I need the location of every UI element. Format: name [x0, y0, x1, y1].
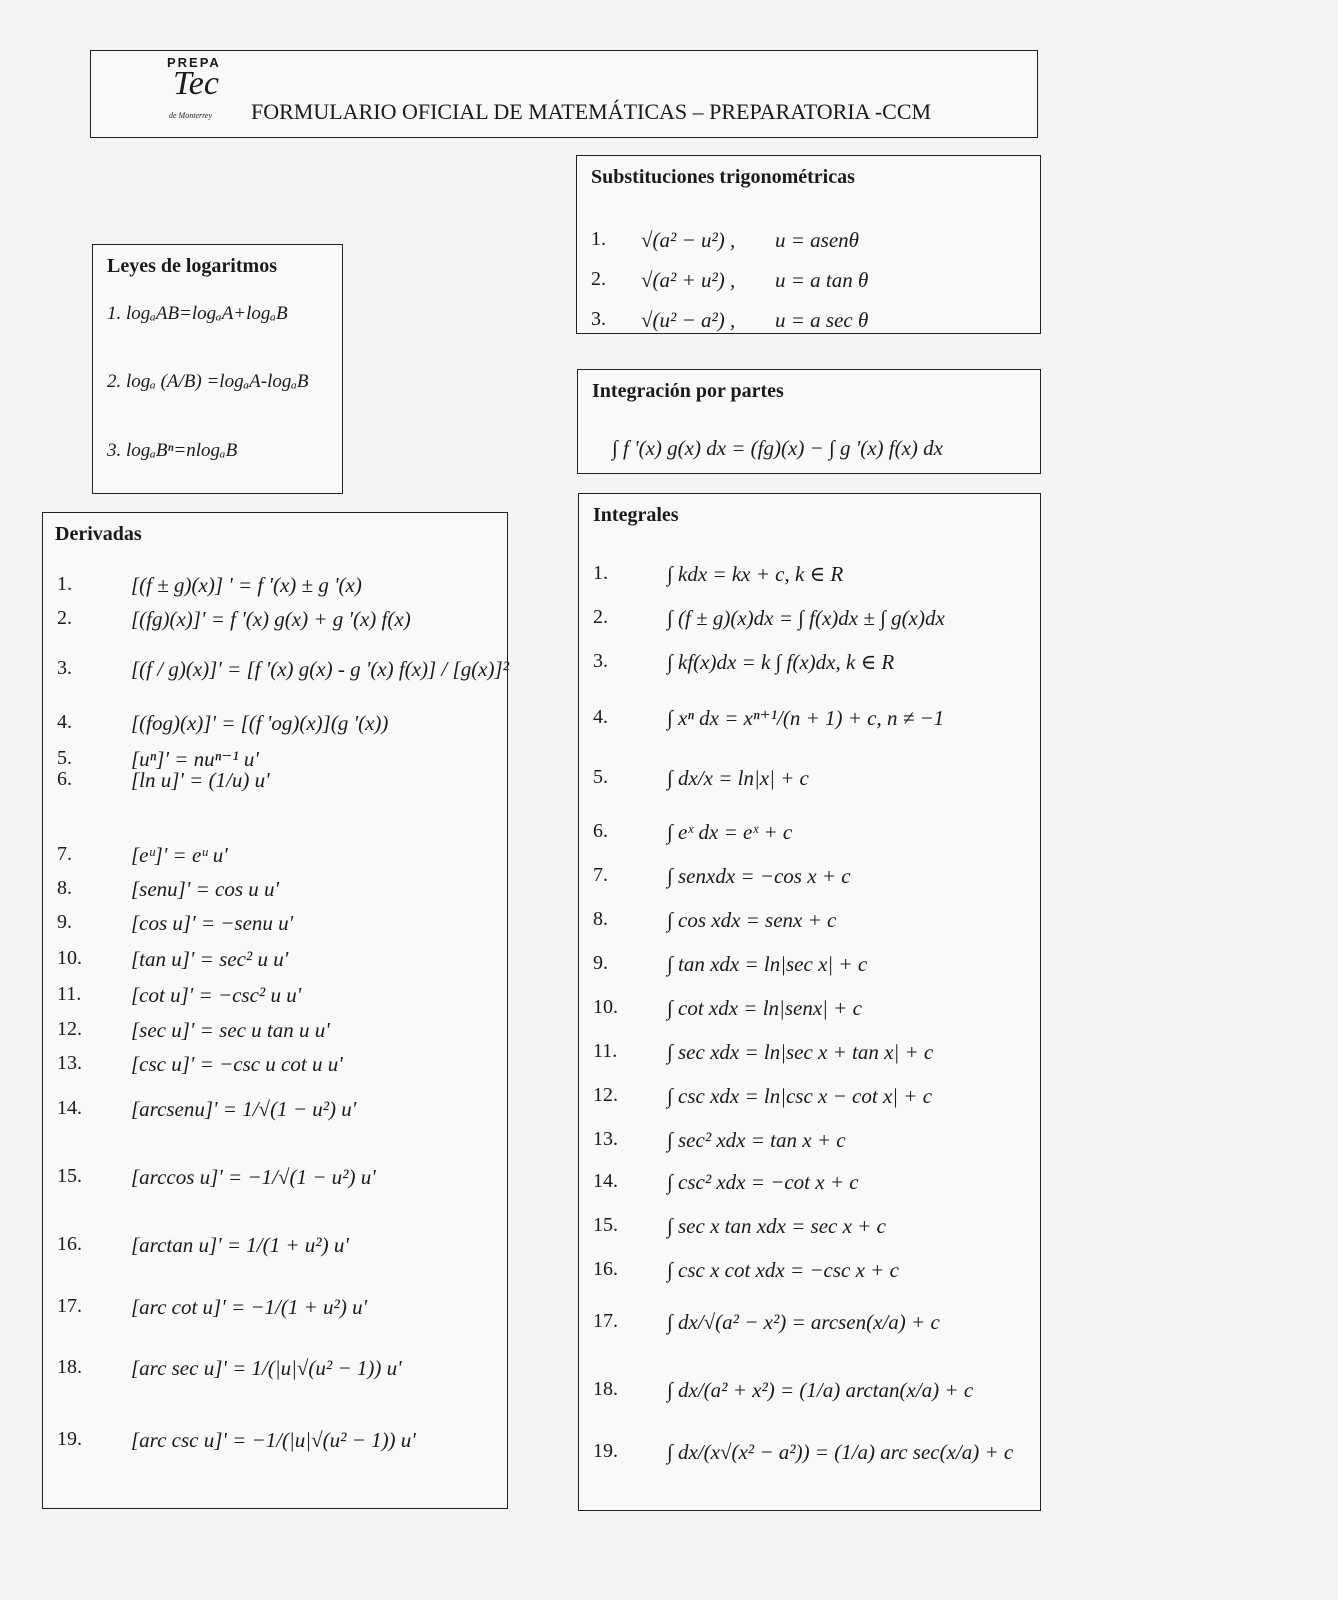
integral-formula: ∫ dx/(a² + x²) = (1/a) arctan(x/a) + c — [667, 1378, 974, 1402]
integral-number: 1. — [593, 562, 608, 584]
integral-number: 17. — [593, 1310, 618, 1332]
integrales-title: Integrales — [593, 504, 679, 526]
sustitucion-sub: u = a tan θ — [775, 268, 869, 292]
derivada-formula: [arcsenu]' = 1/√(1 − u²) u' — [131, 1097, 357, 1121]
integral-number: 15. — [593, 1214, 618, 1236]
partes-box — [577, 369, 1041, 474]
derivada-number: 4. — [57, 711, 72, 733]
logaritmos-box — [92, 244, 343, 494]
derivada-number: 18. — [57, 1356, 82, 1378]
integral-number: 4. — [593, 706, 608, 728]
derivada-formula: [ln u]' = (1/u) u' — [131, 768, 270, 792]
sustitucion-sub: u = asenθ — [775, 228, 859, 252]
integral-formula: ∫ senxdx = −cos x + c — [667, 864, 851, 888]
integral-number: 9. — [593, 952, 608, 974]
log-law-3: 3. logₐBⁿ=nlogₐB — [107, 440, 238, 461]
integral-formula: ∫ dx/(x√(x² − a²)) = (1/a) arc sec(x/a) + c — [667, 1440, 1014, 1464]
integral-number: 10. — [593, 996, 618, 1018]
derivadas-box — [42, 512, 508, 1509]
integral-number: 18. — [593, 1378, 618, 1400]
integral-number: 12. — [593, 1084, 618, 1106]
integral-formula: ∫ (f ± g)(x)dx = ∫ f(x)dx ± ∫ g(x)dx — [667, 606, 945, 630]
derivada-number: 7. — [57, 843, 72, 865]
derivada-number: 3. — [57, 657, 72, 679]
derivada-number: 5. — [57, 747, 72, 769]
integral-formula: ∫ dx/x = ln|x| + c — [667, 766, 809, 790]
sustitucion-expr: √(u² − a²) , — [641, 308, 736, 332]
integral-number: 3. — [593, 650, 608, 672]
derivada-formula: [arc sec u]' = 1/(|u|√(u² − 1)) u' — [131, 1356, 402, 1380]
derivada-formula: [arctan u]' = 1/(1 + u²) u' — [131, 1233, 349, 1257]
derivada-formula: [eᵘ]' = eᵘ u' — [131, 843, 228, 867]
integral-formula: ∫ csc xdx = ln|csc x − cot x| + c — [667, 1084, 933, 1108]
derivada-formula: [uⁿ]' = nuⁿ⁻¹ u' — [131, 747, 259, 771]
integral-number: 16. — [593, 1258, 618, 1280]
logaritmos-title: Leyes de logaritmos — [107, 255, 277, 277]
derivada-number: 8. — [57, 877, 72, 899]
derivada-formula: [cos u]' = −senu u' — [131, 911, 294, 935]
derivada-formula: [tan u]' = sec² u u' — [131, 947, 289, 971]
integral-formula: ∫ sec x tan xdx = sec x + c — [667, 1214, 886, 1238]
integral-formula: ∫ xⁿ dx = xⁿ⁺¹/(n + 1) + c, n ≠ −1 — [667, 706, 945, 730]
derivadas-title: Derivadas — [55, 523, 142, 545]
integral-formula: ∫ cot xdx = ln|senx| + c — [667, 996, 862, 1020]
derivada-number: 13. — [57, 1052, 82, 1074]
integral-number: 6. — [593, 820, 608, 842]
sustitucion-expr: √(a² − u²) , — [641, 228, 736, 252]
log-law-1: 1. logₐAB=logₐA+logₐB — [107, 303, 288, 324]
log-law-2: 2. logₐ (A/B) =logₐA-logₐB — [107, 371, 309, 392]
integral-number: 7. — [593, 864, 608, 886]
integral-formula: ∫ dx/√(a² − x²) = arcsen(x/a) + c — [667, 1310, 940, 1334]
sustitucion-sub: u = a sec θ — [775, 308, 869, 332]
derivada-formula: [(fg)(x)]' = f '(x) g(x) + g '(x) f(x) — [131, 607, 411, 631]
sustitucion-n: 3. — [591, 308, 606, 330]
derivada-number: 9. — [57, 911, 72, 933]
derivada-number: 1. — [57, 573, 72, 595]
logo-tec: Tec — [173, 65, 219, 102]
derivada-formula: [(fog)(x)]' = [(f 'og)(x)](g '(x)) — [131, 711, 389, 735]
derivada-formula: [csc u]' = −csc u cot u u' — [131, 1052, 343, 1076]
integral-formula: ∫ tan xdx = ln|sec x| + c — [667, 952, 868, 976]
derivada-number: 11. — [57, 983, 82, 1005]
integral-number: 2. — [593, 606, 608, 628]
sustitucion-n: 1. — [591, 228, 606, 250]
integral-formula: ∫ csc² xdx = −cot x + c — [667, 1170, 859, 1194]
integral-formula: ∫ sec xdx = ln|sec x + tan x| + c — [667, 1040, 934, 1064]
derivada-number: 12. — [57, 1018, 82, 1040]
logo-sub: de Monterrey — [169, 111, 213, 120]
integrales-box — [578, 493, 1041, 1511]
integral-formula: ∫ kf(x)dx = k ∫ f(x)dx, k ∈ R — [667, 650, 895, 674]
integral-formula: ∫ sec² xdx = tan x + c — [667, 1128, 846, 1152]
sustitucion-expr: √(a² + u²) , — [641, 268, 736, 292]
derivada-formula: [arc csc u]' = −1/(|u|√(u² − 1)) u' — [131, 1428, 416, 1452]
derivada-number: 14. — [57, 1097, 82, 1119]
derivada-number: 6. — [57, 768, 72, 790]
derivada-number: 16. — [57, 1233, 82, 1255]
derivada-formula: [arc cot u]' = −1/(1 + u²) u' — [131, 1295, 368, 1319]
sustituciones-box — [576, 155, 1041, 334]
partes-formula: ∫ f '(x) g(x) dx = (fg)(x) − ∫ g '(x) f(x) dx — [612, 436, 943, 460]
derivada-formula: [arccos u]' = −1/√(1 − u²) u' — [131, 1165, 376, 1189]
integral-number: 11. — [593, 1040, 618, 1062]
partes-title: Integración por partes — [592, 380, 784, 402]
sustituciones-title: Substituciones trigonométricas — [591, 166, 855, 188]
derivada-number: 15. — [57, 1165, 82, 1187]
derivada-formula: [(f / g)(x)]' = [f '(x) g(x) - g '(x) f(x)] / [g(x)]² — [131, 657, 509, 681]
integral-number: 13. — [593, 1128, 618, 1150]
logo-prepa: PREPA — [167, 55, 221, 70]
derivada-number: 2. — [57, 607, 72, 629]
integral-formula: ∫ kdx = kx + c, k ∈ R — [667, 562, 844, 586]
derivada-formula: [sec u]' = sec u tan u u' — [131, 1018, 330, 1042]
derivada-number: 19. — [57, 1428, 82, 1450]
derivada-number: 10. — [57, 947, 82, 969]
derivada-formula: [cot u]' = −csc² u u' — [131, 983, 302, 1007]
integral-number: 14. — [593, 1170, 618, 1192]
page-title: FORMULARIO OFICIAL DE MATEMÁTICAS – PREPARATORIA -CCM — [251, 99, 932, 124]
derivada-formula: [senu]' = cos u u' — [131, 877, 279, 901]
integral-formula: ∫ eˣ dx = eˣ + c — [667, 820, 793, 844]
derivada-number: 17. — [57, 1295, 82, 1317]
header-box — [90, 50, 1038, 138]
integral-number: 19. — [593, 1440, 618, 1462]
integral-number: 5. — [593, 766, 608, 788]
integral-number: 8. — [593, 908, 608, 930]
integral-formula: ∫ csc x cot xdx = −csc x + c — [667, 1258, 899, 1282]
sustitucion-n: 2. — [591, 268, 606, 290]
integral-formula: ∫ cos xdx = senx + c — [667, 908, 837, 932]
derivada-formula: [(f ± g)(x)] ' = f '(x) ± g '(x) — [131, 573, 362, 597]
